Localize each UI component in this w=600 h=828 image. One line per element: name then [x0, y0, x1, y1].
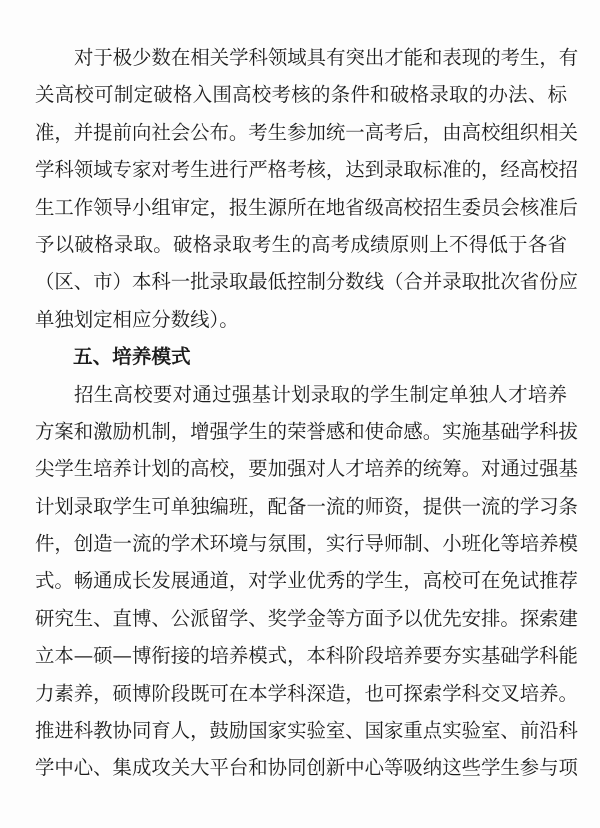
section-heading: 五、培养模式	[73, 345, 191, 369]
paragraph-line: 尖学生培养计划的高校，要加强对人才培养的统筹。对通过强基	[35, 457, 578, 481]
paragraph-exceptional-admission	[35, 39, 579, 338]
paragraph-line: 力素养，硕博阶段既可在本学科深造，也可探索学科交叉培养。	[35, 681, 578, 705]
paragraph-line: 件，创造一流的学术环境与氛围，实行导师制、小班化等培养模	[35, 532, 578, 556]
paragraph-line: 予以破格录取。破格录取考生的高考成绩原则上不得低于各省	[35, 232, 567, 256]
paragraph-line: 方案和激励机制，增强学生的荣誉感和使命感。实施基础学科拔	[35, 419, 578, 443]
paragraph-line: 研究生、直博、公派留学、奖学金等方面予以优先安排。探索建	[35, 606, 578, 630]
paragraph-line: 对于极少数在相关学科领域具有突出才能和表现的考生，有	[74, 46, 579, 69]
paragraph-line: 学中心、集成攻关大平台和协同创新中心等吸纳这些学生参与项	[35, 756, 578, 780]
paragraph-line: 关高校可制定破格入围高校考核的条件和破格录取的办法、标	[35, 83, 567, 107]
paragraph-line: 计划录取学生可单独编班，配备一流的师资，提供一流的学习条	[35, 494, 578, 518]
paragraph-line: 单独划定相应分数线）。	[35, 307, 239, 331]
paragraph-line: 学科领域专家对考生进行严格考核，达到录取标准的，经高校招	[35, 158, 578, 182]
document-body	[35, 39, 579, 787]
paragraph-line: 立本—硕—博衔接的培养模式，本科阶段培养要夯实基础学科能	[35, 644, 578, 668]
paragraph-line: 招生高校要对通过强基计划录取的学生制定单独人才培养	[74, 382, 567, 406]
paragraph-line: 式。畅通成长发展通道，对学业优秀的学生，高校可在免试推荐	[35, 569, 578, 593]
paragraph-line: （区、市）本科一批录取最低控制分数线（合并录取批次省份应	[35, 270, 578, 294]
paragraph-line: 生工作领导小组审定，报生源所在地省级高校招生委员会核准后	[35, 195, 578, 219]
paragraph-training-model	[35, 376, 578, 787]
paragraph-line: 推进科教协同育人，鼓励国家实验室、国家重点实验室、前沿科	[35, 719, 578, 743]
paragraph-line: 准，并提前向社会公布。考生参加统一高考后，由高校组织相关	[35, 120, 578, 144]
